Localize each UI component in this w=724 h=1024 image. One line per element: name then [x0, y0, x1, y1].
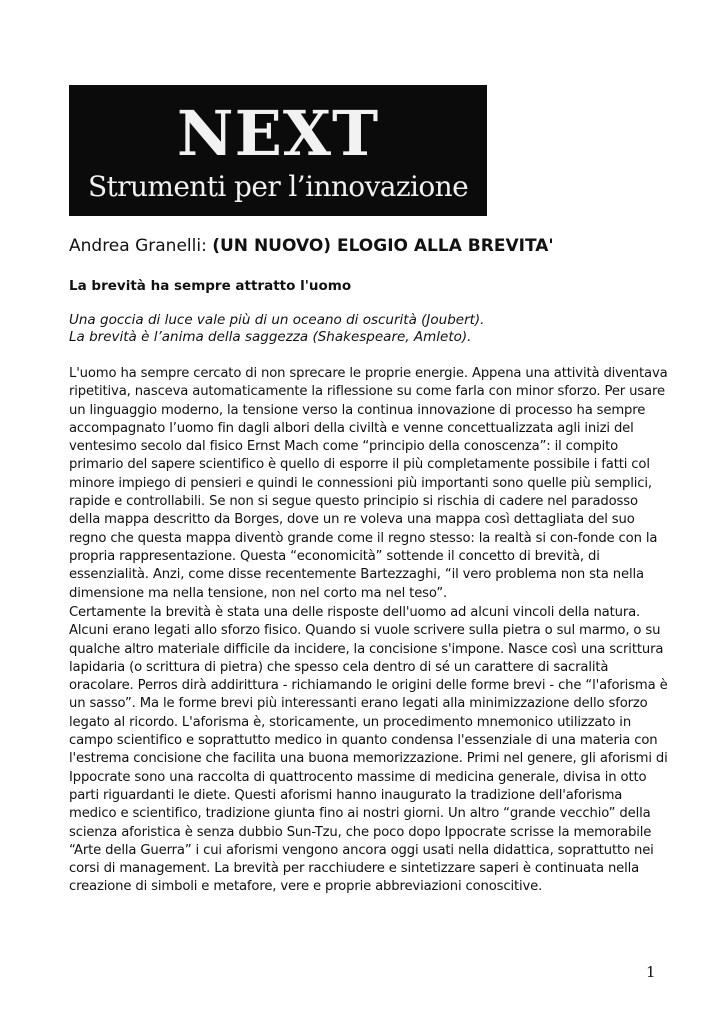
- body-paragraph: L'uomo ha sempre cercato di non sprecare le proprie energie. Appena una attività diventava ripetitiva, nasceva automaticamente la riflessione su come farla con minor sforzo. Per usare un linguaggio moderno, la tensione verso la continua innovazione di processo ha sempre accompagnato l’uomo fin dagli albori della civiltà e venne concettualizzata agli inizi del ventesimo secolo dal fisico Ernst Mach come “principio della conoscenza”: il compito primario del sapere scientifico è quello di esporre il più completamente possibile i fatti col minore impiego di pensieri e quindi le connessioni più importanti sono quelle più semplici, rapide e controllabili. Se non si segue questo principio si rischia di cadere nel paradosso della mappa descritto da Borges, dove un re voleva una mappa così dettagliata del suo regno che questa mappa diventò grande come il regno stesso: la realtà si con-fonde con la propria rappresentazione. Questa “economicità” sottende il concetto di brevità, di essenzialità. Anzi, come disse recentemente Bartezzaghi, “il vero problema non sta nella dimensione ma nella tensione, non nel corto ma nel teso”.: [69, 366, 668, 601]
- epigraph-block: [69, 312, 669, 346]
- article-title: [69, 235, 554, 257]
- logo-subtitle: Strumenti per l’innovazione: [87, 170, 469, 203]
- author-name: Andrea Granelli:: [69, 236, 213, 256]
- section-heading: La brevità ha sempre attratto l'uomo: [69, 278, 352, 294]
- next-logo-banner: [69, 85, 487, 216]
- epigraph-quote: Una goccia di luce vale più di un oceano di oscurità (Joubert).: [69, 312, 485, 328]
- page-number: 1: [646, 963, 656, 981]
- logo-title: NEXT: [176, 97, 380, 170]
- article-headline: (UN NUOVO) ELOGIO ALLA BREVITA': [212, 236, 554, 256]
- epigraph-quote: La brevità è l’anima della saggezza (Shakespeare, Amleto).: [69, 329, 472, 345]
- body-paragraph: Certamente la brevità è stata una delle risposte dell'uomo ad alcuni vincoli della natura. Alcuni erano legati allo sforzo fisico. Quando si vuole scrivere sulla pietra o sul marmo, o su qualche altro materiale difficile da incidere, la concisione s'impone. Nasce così una scrittura lapidaria (o scrittura di pietra) che spesso cela dentro di sé un carattere di sacralità oracolare. Perros dirà addirittura - richiamando le origini delle forme brevi - che “l'aforisma è un sasso”. Ma le forme brevi più interessanti erano legati alla minimizzazione dello sforzo legato al ricordo. L'aforisma è, storicamente, un procedimento mnemonico utilizzato in campo scientifico e soprattutto medico in quanto condensa l'essenziale di una materia con l'estrema concisione che facilita una buona memorizzazione. Primi nel genere, gli aforismi di Ippocrate sono una raccolta di quattrocento massime di medicina generale, divisa in otto parti riguardanti le diete. Questi aforismi hanno inaugurato la tradizione dell'aforisma medico e scientifico, tradizione giunta fino ai nostri giorni. Un altro “grande vecchio” della scienza aforistica è senza dubbio Sun-Tzu, che poco dopo Ippocrate scrisse la memorabile “Arte della Guerra” i cui aforismi vengono ancora oggi usati nella didattica, soprattutto nei corsi di management. La brevità per racchiudere e sintetizzare saperi è continuata nella creazione di simboli e metafore, vere e proprie abbreviazioni conoscitive.: [69, 605, 668, 895]
